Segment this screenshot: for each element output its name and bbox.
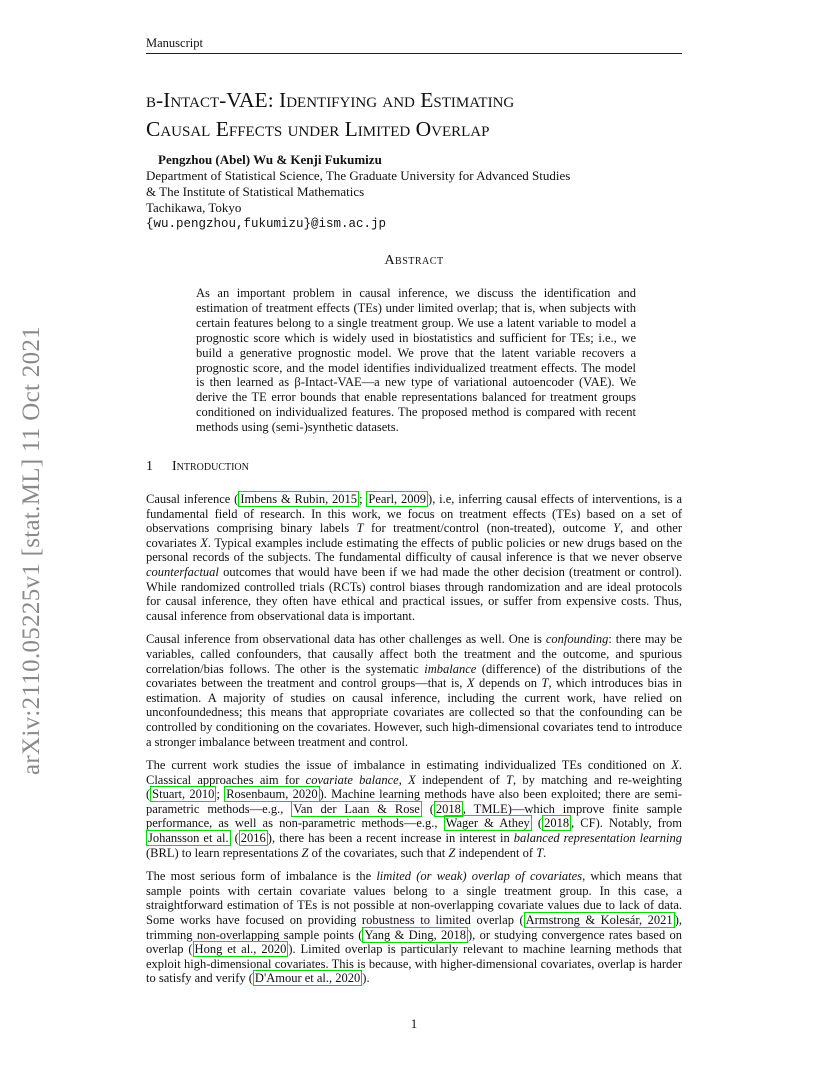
citation-link[interactable]: 2016: [240, 831, 266, 846]
paragraph-3: The current work studies the issue of imbalance in estimating individualized TEs conditioned on X. Classical approaches aim for covariate balance, X independent of T, by matching and re-weighting ( Stuart, 2010 ; Rosenbaum, 2020 ). Machine learning methods have also been exploited; there are semi-parametric methods—e.g., Van der Laan & Rose ( 2018 , TMLE)—which improve finite sample performance, as well as non-parametric methods—e.g., Wager & Athey ( 2018 , CF). Notably, from Johansson et al. ( 2016 ), there has been a recent increase in interest in balanced representation learning (BRL) to learn representations Z of the covariates, such that Z independent of T.: [146, 758, 682, 860]
paper-title: [146, 86, 706, 144]
affiliation-block: [146, 168, 570, 232]
header-rule: [146, 53, 682, 54]
citation-link[interactable]: Yang & Ding, 2018: [364, 927, 467, 942]
section-heading-introduction: [146, 459, 249, 475]
section-number: 1: [146, 459, 153, 474]
abstract-text: As an important problem in causal inference, we discuss the identification and estimation of treatment effects (TEs) under limited overlap; that is, when subjects with certain features belong to a single treatment group. We use a latent variable to model a prognostic score which is widely used in biostatistics and sufficient for TEs; i.e., we build a generative prognostic model. We prove that the latent variable recovers a prognostic score, and the model identifies individualized treatment effects. The model is then learned as β-Intact-VAE—a new type of variational autoencoder (VAE). We derive the TE error bounds that enable representations balanced for treatment groups conditioned on individualized features. The proposed method is compared with recent methods using (semi-)synthetic datasets.: [196, 286, 636, 435]
paragraph-2: Causal inference from observational data has other challenges as well. One is confounding: there may be variables, called confounders, that causally affect both the treatment and the outcome, and spurious correlation/bias follows. The other is the systematic imbalance (difference) of the distributions of the covariates between the treatment and control groups—that is, X depends on T, which introduces bias in estimation. A majority of studies on causal inference, including the current work, have relied on unconfoundedness; this means that appropriate covariates are collected so that the confounding can be controlled by conditioning on the covariates. However, such high-dimensional covariates tend to introduce a stronger imbalance between treatment and control.: [146, 632, 683, 749]
affiliation-line-2: & The Institute of Statistical Mathematics: [146, 184, 365, 199]
paragraph-4: The most serious form of imbalance is the limited (or weak) overlap of covariates, which means that sample points with certain covariate values belong to a single treatment group. In this case, a straightforward estimation of TEs is not possible at non-overlapping covariate values due to lack of data. Some works have focused on providing robustness to limited overlap ( Armstrong & Kolesár, 2021 ), trimming non-overlapping sample points ( Yang & Ding, 2018 ), or studying convergence rates based on overlap ( Hong et al., 2020 ). Limited overlap is particularly relevant to machine learning methods that exploit high-dimensional covariates. This is because, with higher-dimensional covariates, overlap is harder to satisfy and verify ( D'Amour et al., 2020 ).: [146, 869, 683, 986]
citation-link[interactable]: 2018: [544, 816, 570, 831]
paragraph-1: Causal inference ( Imbens & Rubin, 2015 ; Pearl, 2009 ), i.e, inferring causal effects of interventions, is a fundamental field of research. In this work, we focus on treatment effects (TEs) based on a set of observations comprising binary labels T for treatment/control (non-treated), outcome Y, and other covariates X. Typical examples include estimating the effects of public policies or new drugs based on the personal records of the subjects. The fundamental difficulty of causal inference is that we never observe counterfactual outcomes that would have been if we had made the other decision (treatment or control). While randomized controlled trials (RCTs) control biases through randomization and are ideal protocols for causal inference, they often have ethical and practical issues, or suffer from expensive costs. Thus, causal inference from observational data is important.: [146, 492, 682, 623]
citation-link[interactable]: Johansson et al.: [148, 831, 229, 846]
page-number: 1: [410, 1016, 418, 1031]
running-header: Manuscript: [146, 36, 203, 50]
citation-link[interactable]: Imbens & Rubin, 2015: [240, 492, 358, 506]
affiliation-line-3: Tachikawa, Tokyo: [146, 200, 242, 215]
author-names: Pengzhou (Abel) Wu & Kenji Fukumizu: [158, 152, 382, 167]
abstract-heading: Abstract: [384, 253, 444, 268]
citation-link[interactable]: Stuart, 2010: [152, 787, 215, 802]
title-line-2: Causal Effects under Limited Overlap: [146, 117, 490, 141]
citation-link[interactable]: Hong et al., 2020: [194, 942, 287, 957]
citation-link[interactable]: Wager & Athey: [445, 816, 530, 831]
introduction-body: [146, 492, 682, 995]
citation-link[interactable]: Pearl, 2009: [368, 492, 427, 506]
affiliation-line-1: Department of Statistical Science, The Graduate University for Advanced Studies: [146, 168, 571, 183]
section-title: Introduction: [172, 459, 249, 474]
citation-link[interactable]: Armstrong & Kolesár, 2021: [525, 913, 673, 928]
arxiv-identifier[interactable]: arXiv:2110.05225v1 [stat.ML] 11 Oct 2021: [18, 326, 45, 775]
title-line-1: β-Intact-VAE: Identifying and Estimating: [146, 88, 515, 112]
citation-link[interactable]: Rosenbaum, 2020: [226, 787, 318, 802]
author-email: {wu.pengzhou,fukumizu}@ism.ac.jp: [146, 217, 387, 231]
citation-link[interactable]: 2018: [435, 801, 461, 816]
citation-link[interactable]: Van der Laan & Rose: [293, 801, 420, 816]
citation-link[interactable]: D'Amour et al., 2020: [254, 971, 361, 986]
